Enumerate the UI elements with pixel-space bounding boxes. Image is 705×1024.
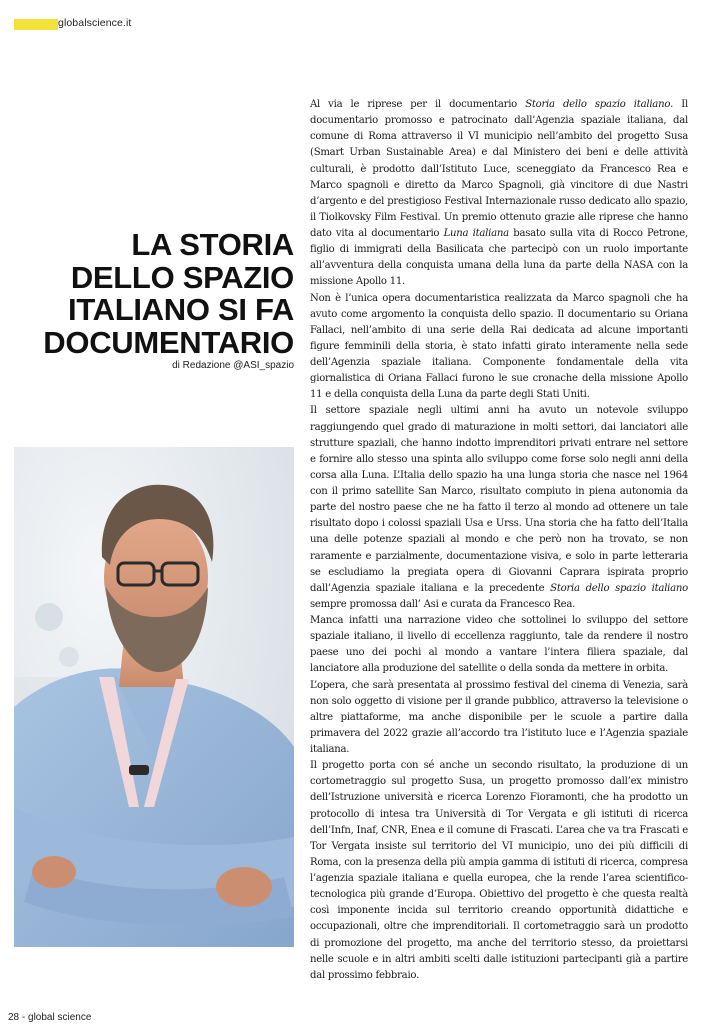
title-line: LA STORIA xyxy=(131,227,294,262)
header-site-name: globalscience.it xyxy=(58,17,132,29)
article-paragraph xyxy=(310,291,688,404)
italic-title: Storia dello spazio italiano xyxy=(550,582,688,594)
article-byline: di Redazione @ASI_spazio xyxy=(172,360,294,371)
paragraph-text: . Il documentario promosso e patrocinato dall’Agenzia spaziale italiana, dal comune di Roma attraverso il VI municipio nell’ambito del progetto Susa (Smart Urban Sustainable Area) e dal Ministero dei beni e delle attività culturali, è prodotto dall’Istituto Luce, sceneggiato da Francesco Rea e Marco spagnoli e diretto da Marco Spagnoli, già vincitore di due Nastri d’argento e del prestigioso Festival Internazionale russo dedicato allo spazio, il Tiolkovsky Film Festival. Un premio ottenuto grazie alle riprese che hanno dato vita al documentario xyxy=(310,99,688,239)
article-paragraph xyxy=(310,758,688,984)
article-paragraph xyxy=(310,613,688,678)
page-footer: 28 - global science xyxy=(8,1012,92,1023)
title-line: ITALIANO SI FA xyxy=(68,292,294,327)
paragraph-text: Il progetto porta con sé anche un secondo risultato, la produzione di un cortometraggio sul progetto Susa, un progetto promosso dall’ex ministro dell’Istruzione università e ricerca Lorenzo Fioramonti, che ha prodotto un protocollo di intesa tra Università di Tor Vergata e gli istituti di ricerca dell’Infn, Inaf, CNR, Enea e il comune di Frascati. L’area che va tra Frascati e Tor Vergata insiste sul territorio del VI municipio, uno dei più difficili di Roma, con la presenza della più ampia gamma di istituti di ricerca, compresa l’agenzia spaziale italiana e quella europea, che la rende l’area scientifico-tecnologica più grande d’Europa. Obiettivo del progetto è che questa realtà così imponente incida sul territorio creando opportunità didattiche e occupazionali, oltre che imprenditoriali. Il cortometraggio sarà un prodotto di promozione del progetto, ma anche del territorio stesso, da proiettarsi nelle scuole e in altri ambiti scelti dalle istituzioni partecipanti già a partire dal prossimo febbraio. xyxy=(310,760,688,981)
article-paragraph xyxy=(310,97,688,291)
paragraph-text: sempre promossa dall’ Asi e curata da Francesco Rea. xyxy=(310,598,576,610)
italic-title: Storia dello spazio italiano xyxy=(525,99,671,110)
article-body xyxy=(310,97,688,984)
paragraph-text: L’opera, che sarà presentata al prossimo festival del cinema di Venezia, sarà non solo oggetto di visione per il grande pubblico, attraverso la televisione o altre piattaforme, ma anche disponibile per le scuole a partire dalla primavera del 2022 grazie all’accordo tra l’istituto luce e l’Agenzia spaziale italiana. xyxy=(310,679,688,755)
article-title xyxy=(0,229,294,359)
portrait-photo xyxy=(14,447,294,947)
article-paragraph xyxy=(310,678,688,759)
paragraph-text: Al via le riprese per il documentario xyxy=(310,99,526,110)
paragraph-text: Il settore spaziale negli ultimi anni ha avuto un notevole sviluppo raggiungendo quel grado di maturazione in molti settori, dai lanciatori alle strutture spaziali, che hanno indotto imprenditori privati entrare nel settore e fornire allo stesso una spinta allo sviluppo come forse solo negli anni della corsa alla Luna. L’Italia dello spazio ha una lunga storia che nasce nel 1964 con il primo satellite San Marco, risultato compiuto in piena autonomia da parte del nostro paese che ne ha fatto il terzo al mondo ad ottenere un tale risultato dopo i colossi spaziali Usa e Urss. Una storia che ha fatto dell’Italia una delle potenze spaziali al mondo e che però non ha trovato, se non raramente e parzialmente, documentazione visiva, e solo in parte letteraria se escludiamo la pregiata opera di Giovanni Caprara ispirata proprio dall’Agenzia spaziale italiana e la precedente xyxy=(310,405,688,594)
header-accent-bar xyxy=(14,19,58,30)
article-paragraph xyxy=(310,403,688,613)
paragraph-text: Non è l’unica opera documentaristica realizzata da Marco spagnoli che ha avuto come argomento la conquista dello spazio. Il documentario su Oriana Fallaci, nell’ambito di una serie della Rai dedicata ad alcune importanti figure femminili della storia, è stato infatti girato interamente nella sede dell’Agenzia spaziale italiana. Componente fondamentale della vita giornalistica di Oriana Fallaci furono le sue cronache della missione Apollo 11 e della conquista della Luna da parte degli Stati Uniti. xyxy=(310,292,688,401)
title-line: DELLO SPAZIO xyxy=(70,259,294,295)
italic-title: Luna italiana xyxy=(443,228,509,239)
title-line: DOCUMENTARIO xyxy=(43,324,294,360)
paragraph-text: Manca infatti una narrazione video che sottolinei lo sviluppo del settore spaziale italiano, il livello di eccellenza raggiunto, tale da rendere il nostro paese uno dei pochi al mondo a vantare l’intera filiera spaziale, dal lanciatore alla produzione del satellite o della sonda da mettere in orbita. xyxy=(310,615,688,675)
paragraph-text: basato sulla vita di Rocco Petrone, figlio di immigrati della Basilicata che partecipò con un ruolo importante all’avventura della conquista umana della luna da parte della NASA con la missione Apollo 11. xyxy=(310,228,688,288)
